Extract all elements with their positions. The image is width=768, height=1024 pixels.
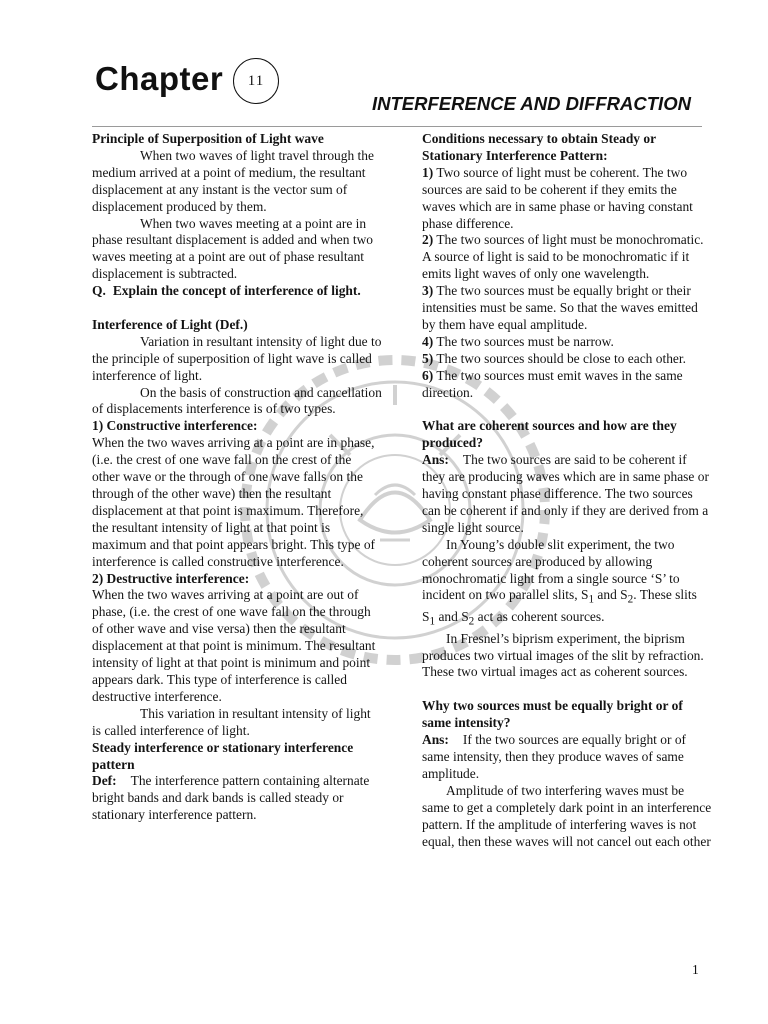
left-column <box>92 131 382 824</box>
heading-steady-interference: Steady interference or stationary interference pattern <box>92 739 354 772</box>
chapter-label: Chapter <box>95 60 224 97</box>
chapter-title: INTERFERENCE AND DIFFRACTION <box>372 93 691 114</box>
condition-item <box>422 368 712 402</box>
heading-interference-definition: Interference of Light (Def.) <box>92 316 248 332</box>
subscript: 2 <box>468 615 475 628</box>
question <box>92 283 382 300</box>
paragraph-constructive: When the two waves arriving at a point are in phase, (i.e. the crest of one wave fall on the crest of the other wave or the through of one wave falls on the through of the other wave) then the resultant displacement at that point is maximum. Therefore, the resultant intensity of light at that point is maximum and that point appears bright. This type of interference is called constructive interference. <box>92 435 376 569</box>
header-divider <box>92 126 702 127</box>
subscript: 1 <box>588 594 595 607</box>
condition-number: 6) <box>422 367 434 383</box>
condition-item <box>422 232 712 283</box>
young-text-3: . These slits S <box>422 587 697 625</box>
paragraph-interference-1: Variation in resultant intensity of light due to the principle of superposition of light wave is called interference of light. <box>92 333 382 383</box>
condition-text: The two sources must emit waves in the same direction. <box>422 367 683 400</box>
condition-number: 3) <box>422 283 434 299</box>
condition-text: The two sources must be narrow. <box>436 333 614 349</box>
young-text-5: act as coherent sources. <box>474 609 605 625</box>
condition-item <box>422 351 712 368</box>
paragraph-young <box>422 537 712 631</box>
condition-item <box>422 283 712 334</box>
subscript: 2 <box>627 594 634 607</box>
question-label: Q. <box>92 283 106 299</box>
condition-number: 2) <box>422 232 434 248</box>
condition-number: 1) <box>422 164 434 180</box>
page-number: 1 <box>692 962 699 977</box>
condition-item <box>422 334 712 351</box>
condition-text: The two sources of light must be monochromatic. A source of light is said to be monochromatic if it emits light waves of only one wavelength. <box>422 232 704 282</box>
answer-coherent <box>422 452 712 537</box>
paragraph-superposition-1: When two waves of light travel through the medium arrived at a point of medium, the resultant displacement at any instant is the vector sum of displacement produced by them. <box>92 147 374 214</box>
paragraph-interference-2: On the basis of construction and cancellation of displacements interference is of two types. <box>92 384 382 417</box>
condition-text: The two sources should be close to each other. <box>436 350 686 366</box>
heading-constructive: 1) Constructive interference: <box>92 418 258 434</box>
chapter-number-badge: 11 <box>233 58 279 104</box>
answer-equal-intensity <box>422 732 712 783</box>
young-text-4: and S <box>435 609 469 625</box>
question-text: Explain the concept of interference of light. <box>112 283 361 299</box>
answer-text: If the two sources are equally bright or of same intensity, then they produce waves of same amplitude. <box>422 732 687 781</box>
young-text-2: and S <box>594 587 628 603</box>
paragraph-amplitude: Amplitude of two interfering waves must be same to get a completely dark point in an interference pattern. If the amplitude of interfering waves is not equal, then these waves will not cancel out each other <box>422 782 712 849</box>
right-column <box>422 131 712 850</box>
definition-steady <box>92 773 382 824</box>
answer-label: Ans: <box>422 452 449 468</box>
condition-number: 5) <box>422 350 434 366</box>
subscript: 1 <box>429 615 436 628</box>
heading-coherent-sources: What are coherent sources and how are they produced? <box>422 418 677 451</box>
heading-superposition: Principle of Superposition of Light wave <box>92 131 324 146</box>
young-text-1: In Young’s double slit experiment, the two coherent sources are produced by allowing monochromatic light from a single source ‘S’ to incident on two parallel slits, S <box>422 536 680 603</box>
paragraph-superposition-2: When two waves meeting at a point are in phase resultant displacement is added and when two waves meeting at a point are out of phase resultant displacement is subtracted. <box>92 215 373 282</box>
condition-number: 4) <box>422 333 434 349</box>
paragraph-fresnel: In Fresnel’s biprism experiment, the biprism produces two virtual images of the slit by refraction. These two virtual images act as coherent sources. <box>422 630 704 680</box>
heading-conditions: Conditions necessary to obtain Steady or Stationary Interference Pattern: <box>422 131 656 163</box>
definition-label: Def: <box>92 773 117 789</box>
paragraph-destructive: When the two waves arriving at a point are out of phase, (i.e. the crest of one wave fall on the through of other wave and vise versa) then the resultant displacement at that point is minimum. The resultant intensity of light at that point is minimum and point appears dark. This type of interference is called destructive interference. <box>92 587 376 704</box>
condition-text: The two sources must be equally bright or their intensities must be same. So that the waves emitted by them have equal amplitude. <box>422 283 698 332</box>
heading-destructive: 2) Destructive interference: <box>92 570 250 586</box>
definition-text: The interference pattern containing alternate bright bands and dark bands is called steady or stationary interference pattern. <box>92 773 370 823</box>
condition-text: Two source of light must be coherent. The two sources are said to be coherent if they emits the waves which are in same phase or having constant phase difference. <box>422 164 693 231</box>
answer-text: The two sources are said to be coherent if they are producing waves which are in same phase or having constant phase difference. The two sources can be coherent if and only if they are derived from a single light source. <box>422 452 709 535</box>
condition-item <box>422 165 712 233</box>
answer-label: Ans: <box>422 732 449 748</box>
heading-equal-intensity: Why two sources must be equally bright or of same intensity? <box>422 698 683 731</box>
paragraph-variation: This variation in resultant intensity of light is called interference of light. <box>92 705 371 738</box>
